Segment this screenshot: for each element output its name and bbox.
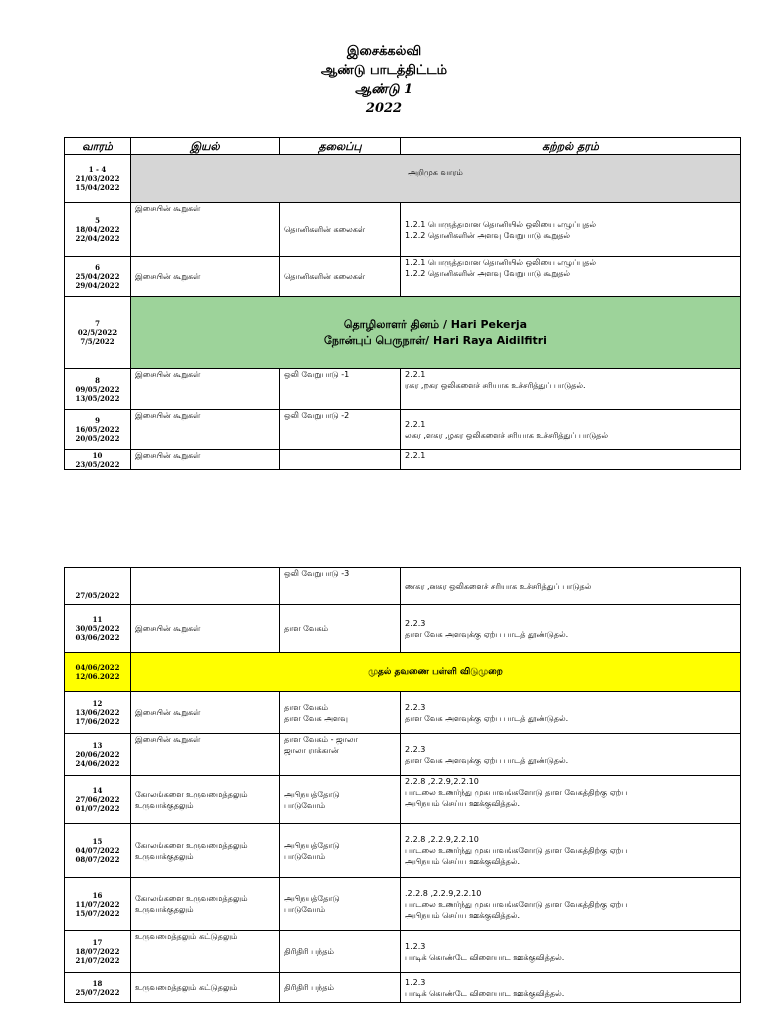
week-cell: 17 18/07/2022 21/07/2022 (65, 931, 131, 973)
unit-cell: இசையின் கூறுகள் (131, 203, 280, 257)
week-cell: 10 23/05/2022 (65, 450, 131, 470)
school-holiday-cell: முதல் தவணை பள்ளி விடுமுறை (131, 653, 741, 692)
topic-cell: அபிநயத்தோடு பாடுவோம் (280, 878, 401, 931)
unit-cell: இசையின் கூறுகள் (131, 734, 280, 776)
table-row (65, 734, 741, 776)
table-row (65, 297, 741, 369)
week-cell: 14 27/06/2022 01/07/2022 (65, 776, 131, 824)
week-cell: 15 04/07/2022 08/07/2022 (65, 824, 131, 878)
standard-cell: .2.2.8 ,2.2.9,2.2.10 பாடலை உணர்ந்து முகபாவங்களோடு தாள வேகத்திற்கு ஏற்ப அபிநயம் செய்ய ஊக்குவித்தல். (401, 878, 741, 931)
standard-cell: 2.2.3 தாள வேக அளவுக்கு ஏற்ப பாடத் தூண்டுதல். (401, 605, 741, 653)
topic-cell: தொனிகளின் கலைகள் (280, 257, 401, 297)
topic-cell: அபிநயத்தோடு பாடுவோம் (280, 824, 401, 878)
table-row (65, 878, 741, 931)
table-row (65, 776, 741, 824)
week-cell: 7 02/5/2022 7/5/2022 (65, 297, 131, 369)
unit-cell: இசையின் கூறுகள் (131, 369, 280, 410)
week-cell: 27/05/2022 (65, 568, 131, 605)
week-cell: 1 - 4 21/03/2022 15/04/2022 (65, 155, 131, 203)
topic-cell: திரிதிரி பந்தம் (280, 931, 401, 973)
table-row (65, 605, 741, 653)
standard-cell: 1.2.1 பொருத்தமான தொனியில் ஒலியை எழுப்புதல் 1.2.2 தொனிகளின் அளவு வேறுபாடு கூறுதல் (401, 203, 741, 257)
standard-cell: 1.2.3 பாடிக் கொண்டே விளையாட ஊக்குவித்தல். (401, 973, 741, 1003)
table-row (65, 973, 741, 1003)
table-row (65, 203, 741, 257)
title-plan: ஆண்டு பாடத்திட்டம் (320, 63, 448, 78)
standard-cell: ணகர ,னகர ஒலிகளைச் சரியாக உச்சரித்துப் பாடுதல் (401, 568, 741, 605)
week-cell: 9 16/05/2022 20/05/2022 (65, 410, 131, 450)
unit-cell: உருவமைத்தலும் கட்டுதலும் (131, 973, 280, 1003)
table-row (65, 931, 741, 973)
title-year-level: ஆண்டு 1 (354, 82, 414, 97)
standard-cell: 2.2.3 தாள வேக அளவுக்கு ஏற்ப பாடத் தூண்டுதல். (401, 734, 741, 776)
table-row (65, 410, 741, 450)
topic-cell: ஒலி வேறுபாடு -2 (280, 410, 401, 450)
week-cell: 04/06/2022 12/06.2022 (65, 653, 131, 692)
table-row (65, 692, 741, 734)
table-row (65, 369, 741, 410)
unit-cell: உருவமைத்தலும் கட்டுதலும் (131, 931, 280, 973)
scheme-table-page1 (64, 137, 741, 470)
topic-cell (280, 450, 401, 470)
unit-cell (131, 568, 280, 605)
week-cell: 12 13/06/2022 17/06/2022 (65, 692, 131, 734)
standard-cell: 2.2.8 ,2.2.9,2.2.10 பாடலை உணர்ந்து முகபாவங்களோடு தாள வேகத்திற்கு ஏற்ப அபிநயம் செய்ய ஊக்குவித்தல். (401, 776, 741, 824)
unit-cell: கோலங்களை உருவமைத்தலும் உருவாக்குதலும் (131, 824, 280, 878)
unit-cell: இசையின் கூறுகள் (131, 257, 280, 297)
standard-cell: 2.2.1 (401, 450, 741, 470)
topic-cell: தாள வேகம் - ஜாலா ஜாலா ராக்கான் (280, 734, 401, 776)
document-title-block (0, 42, 768, 118)
standard-cell: 1.2.1 பொருத்தமான தொனியில் ஒலியை எழுப்புதல் 1.2.2 தொனிகளின் அளவு வேறுபாடு கூறுதல் (401, 257, 741, 297)
week-cell: 6 25/04/2022 29/04/2022 (65, 257, 131, 297)
topic-cell: தாள வேகம் (280, 605, 401, 653)
table-header-row (65, 138, 741, 155)
week-cell: 13 20/06/2022 24/06/2022 (65, 734, 131, 776)
unit-cell: இசையின் கூறுகள் (131, 410, 280, 450)
table-row (65, 257, 741, 297)
standard-cell: 1.2.3 பாடிக் கொண்டே விளையாட ஊக்குவித்தல். (401, 931, 741, 973)
scheme-table-page2 (64, 567, 741, 1003)
topic-cell: திரிதிரி பந்தம் (280, 973, 401, 1003)
col-unit: இயல் (131, 138, 280, 155)
week-cell: 11 30/05/2022 03/06/2022 (65, 605, 131, 653)
topic-cell: தொனிகளின் கலைகள் (280, 203, 401, 257)
standard-cell: 2.2.8 ,2.2.9,2.2.10 பாடலை உணர்ந்து முகபாவங்களோடு தாள வேகத்திற்கு ஏற்ப அபிநயம் செய்ய ஊக்குவித்தல். (401, 824, 741, 878)
unit-cell: இசையின் கூறுகள் (131, 450, 280, 470)
standard-cell: 2.2.3 தாள வேக அளவுக்கு ஏற்ப பாடத் தூண்டுதல். (401, 692, 741, 734)
col-week: வாரம் (65, 138, 131, 155)
standard-cell: 2.2.1 லகர ,ளகர ,ழகர ஒலிகளைச் சரியாக உச்சரித்துப் பாடுதல் (401, 410, 741, 450)
week-cell: 5 18/04/2022 22/04/2022 (65, 203, 131, 257)
unit-cell: இசையின் கூறுகள் (131, 692, 280, 734)
week-cell: 16 11/07/2022 15/07/2022 (65, 878, 131, 931)
standard-cell: 2.2.1 ரகர ,றகர ஒலிகளைச் சரியாக உச்சரித்துப் பாடுதல். (401, 369, 741, 410)
unit-cell: கோலங்களை உருவமைத்தலும் உருவாக்குதலும் (131, 776, 280, 824)
topic-cell: ஒலி வேறுபாடு -3 (280, 568, 401, 605)
title-year: 2022 (365, 101, 403, 116)
title-subject: இசைக்கல்வி (346, 44, 422, 59)
topic-cell: ஒலி வேறுபாடு -1 (280, 369, 401, 410)
week-cell: 18 25/07/2022 (65, 973, 131, 1003)
topic-cell: அபிநயத்தோடு பாடுவோம் (280, 776, 401, 824)
table-row (65, 653, 741, 692)
col-standard: கற்றல் தரம் (401, 138, 741, 155)
table-row (65, 824, 741, 878)
table-row (65, 568, 741, 605)
intro-week-cell: அறிமுக வாரம் (131, 155, 741, 203)
table-row (65, 450, 741, 470)
table-row (65, 155, 741, 203)
week-cell: 8 09/05/2022 13/05/2022 (65, 369, 131, 410)
holiday-cell: தொழிலாளர் தினம் / Hari Pekerja நோன்புப் பெருநாள்/ Hari Raya Aidilfitri (131, 297, 741, 369)
topic-cell: தாள வேகம் தாள வேக அளவு (280, 692, 401, 734)
unit-cell: கோலங்களை உருவமைத்தலும் உருவாக்குதலும் (131, 878, 280, 931)
unit-cell: இசையின் கூறுகள் (131, 605, 280, 653)
col-topic: தலைப்பு (280, 138, 401, 155)
